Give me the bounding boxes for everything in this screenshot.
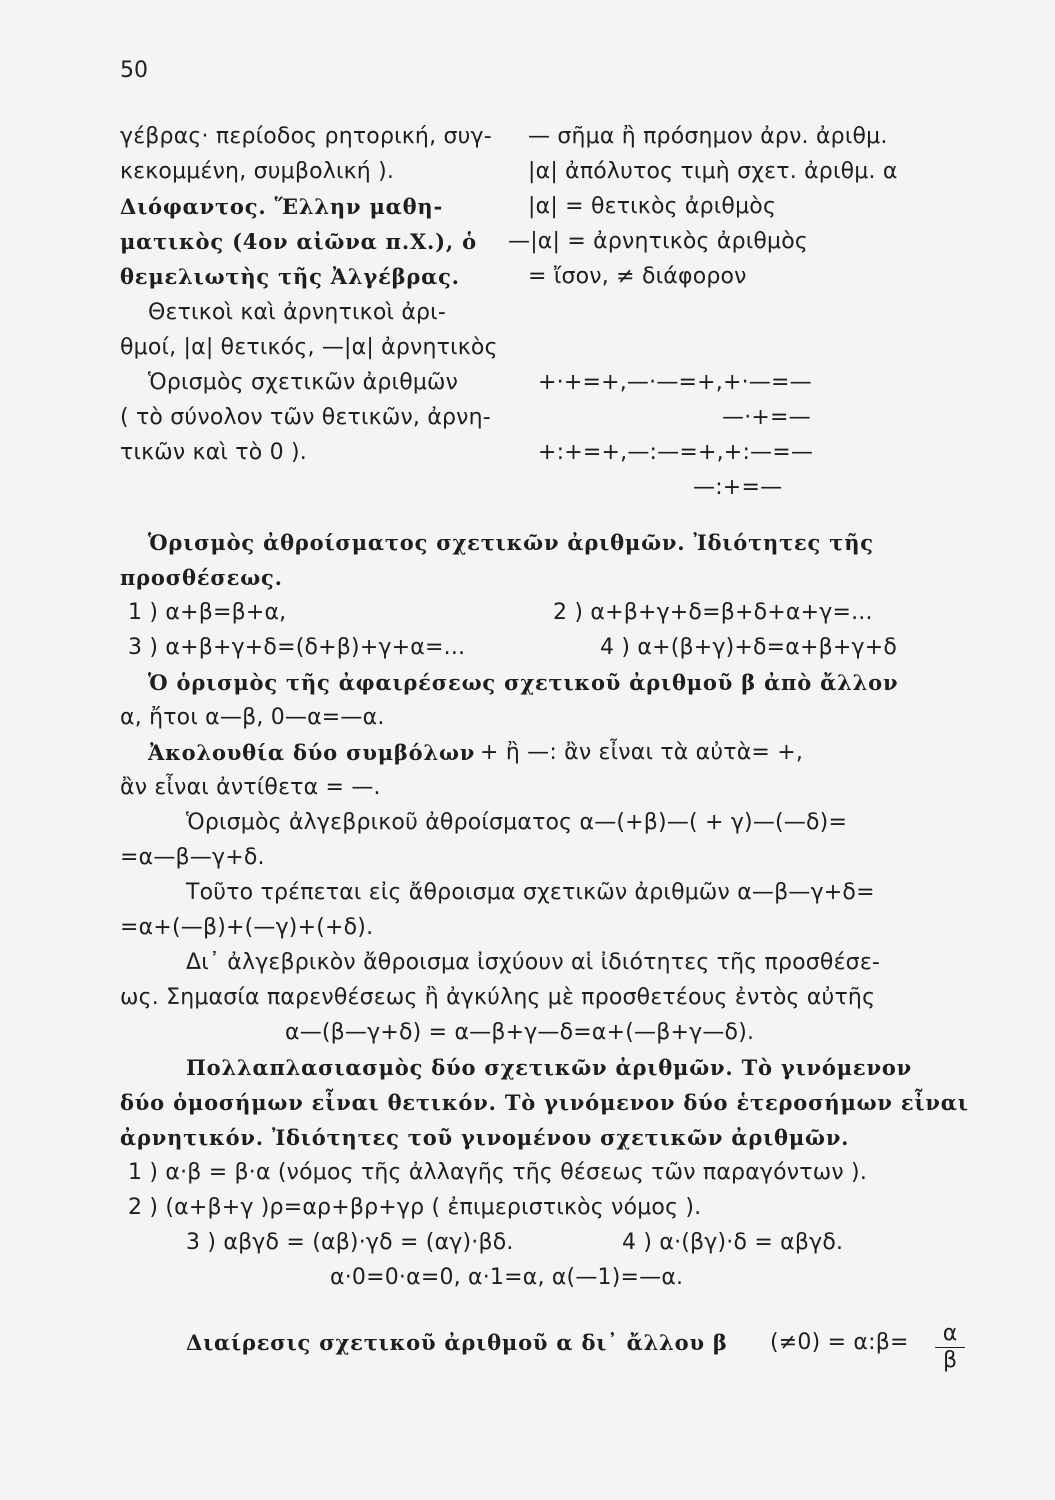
left-line: Θετικοὶ καὶ ἀρνητικοὶ ἀρι- xyxy=(148,300,446,325)
page-number: 50 xyxy=(120,58,148,83)
text-line: ως. Σημασία παρενθέσεως ἢ ἀγκύλης μὲ προσθετέους ἐντὸς αὐτῆς xyxy=(120,985,876,1010)
left-line: κεκομμένη, συμβολική ). xyxy=(120,159,395,184)
formula-line: α·0=0·α=0, α·1=α, α(—1)=—α. xyxy=(330,1265,684,1290)
formula-line: 2 ) (α+β+γ )ρ=αρ+βρ+γρ ( ἐπιμεριστικὸς νόμος ). xyxy=(128,1195,702,1220)
right-line: —|α| = ἀρνητικὸς ἀριθμὸς xyxy=(508,229,809,254)
right-line: +:+=+,—:—=+,+:—=— xyxy=(538,440,814,465)
formula-line: 3 ) α+β+γ+δ=(δ+β)+γ+α=... xyxy=(128,635,466,660)
text-line: ἂν εἶναι ἀντίθετα = —. xyxy=(120,775,381,800)
section-heading: Ἀκολουθία δύο συμβόλων xyxy=(148,740,476,765)
right-line: —:+=— xyxy=(693,475,783,500)
section-heading: Ὁ ὁρισμὸς τῆς ἀφαιρέσεως σχετικοῦ ἀριθμοῦ β ἀπὸ ἄλλον xyxy=(148,670,899,695)
fraction-denominator: β xyxy=(942,1348,958,1373)
right-line: +·+=+,—·—=+,+·—=— xyxy=(538,370,812,395)
left-line: τικῶν καὶ τὸ 0 ). xyxy=(120,440,307,465)
section-heading: Πολλαπλασιασμὸς δύο σχετικῶν ἀριθμῶν. Τὸ γινόμενον xyxy=(186,1055,913,1080)
left-line: θμοί, |α| θετικός, —|α| ἀρνητικὸς xyxy=(120,335,498,360)
right-line: = ἴσον, ≠ διάφορον xyxy=(528,264,747,289)
formula-line: 1 ) α+β=β+α, xyxy=(128,600,287,625)
section-heading: δύο ὁμοσήμων εἶναι θετικόν. Τὸ γινόμενον δύο ἑτεροσήμων εἶναι xyxy=(120,1090,969,1115)
right-line: |α| ἀπόλυτος τιμὴ σχετ. ἀριθμ. α xyxy=(528,159,898,184)
text-line: Δι᾽ ἀλγεβρικὸν ἄθροισμα ἰσχύουν αἱ ἰδιότητες τῆς προσθέσε- xyxy=(186,950,881,975)
section-heading: προσθέσεως. xyxy=(120,565,283,590)
left-line: Διόφαντος. Ἕλλην μαθη- xyxy=(120,194,443,219)
text-line: =α+(—β)+(—γ)+(+δ). xyxy=(120,915,374,940)
formula-line: 4 ) α·(βγ)·δ = αβγδ. xyxy=(622,1230,844,1255)
fraction-numerator: α xyxy=(942,1321,958,1346)
formula-line: α—(β—γ+δ) = α—β+γ—δ=α+(—β+γ—δ). xyxy=(285,1020,755,1045)
text-line: =α—β—γ+δ. xyxy=(120,845,265,870)
text-line: α, ἤτοι α—β, 0—α=—α. xyxy=(120,705,385,730)
left-line: γέβρας· περίοδος ρητορική, συγ- xyxy=(120,124,492,149)
formula-line: 4 ) α+(β+γ)+δ=α+β+γ+δ xyxy=(600,635,898,660)
section-heading: ἀρνητικόν. Ἰδιότητες τοῦ γινομένου σχετικῶν ἀριθμῶν. xyxy=(120,1125,850,1150)
right-line: — σῆμα ἢ πρόσημον ἀρν. ἀριθμ. xyxy=(528,124,888,149)
left-line: Ὁρισμὸς σχετικῶν ἀριθμῶν xyxy=(148,370,459,395)
text-line: Ὁρισμὸς ἀλγεβρικοῦ ἀθροίσματος α—(+β)—( + γ)—(—δ)= xyxy=(186,810,848,835)
text-line: Τοῦτο τρέπεται εἰς ἄθροισμα σχετικῶν ἀριθμῶν α—β—γ+δ= xyxy=(186,880,875,905)
left-line: θεμελιωτὴς τῆς Ἀλγέβρας. xyxy=(120,264,460,289)
left-line: ματικὸς (4ον αἰῶνα π.Χ.), ὁ xyxy=(120,229,477,254)
left-line: ( τὸ σύνολον τῶν θετικῶν, ἀρνη- xyxy=(120,405,491,430)
section-heading: Διαίρεσις σχετικοῦ ἀριθμοῦ α δι᾽ ἄλλου β xyxy=(186,1330,728,1355)
formula-line: (≠0) = α:β= xyxy=(770,1330,909,1355)
fraction-alpha-over-beta xyxy=(935,1322,965,1373)
formula-line: 2 ) α+β+γ+δ=β+δ+α+γ=... xyxy=(553,600,873,625)
formula-line: 3 ) αβγδ = (αβ)·γδ = (αγ)·βδ. xyxy=(186,1230,514,1255)
section-heading: Ὁρισμὸς ἀθροίσματος σχετικῶν ἀριθμῶν. Ἰδιότητες τῆς xyxy=(148,530,874,555)
right-line: |α| = θετικὸς ἀριθμὸς xyxy=(528,194,777,219)
text-line: + ἢ —: ἂν εἶναι τὰ αὐτὰ= +, xyxy=(480,740,804,765)
right-line: —·+=— xyxy=(722,405,811,430)
formula-line: 1 ) α·β = β·α (νόμος τῆς ἀλλαγῆς τῆς θέσεως τῶν παραγόντων ). xyxy=(128,1160,868,1185)
